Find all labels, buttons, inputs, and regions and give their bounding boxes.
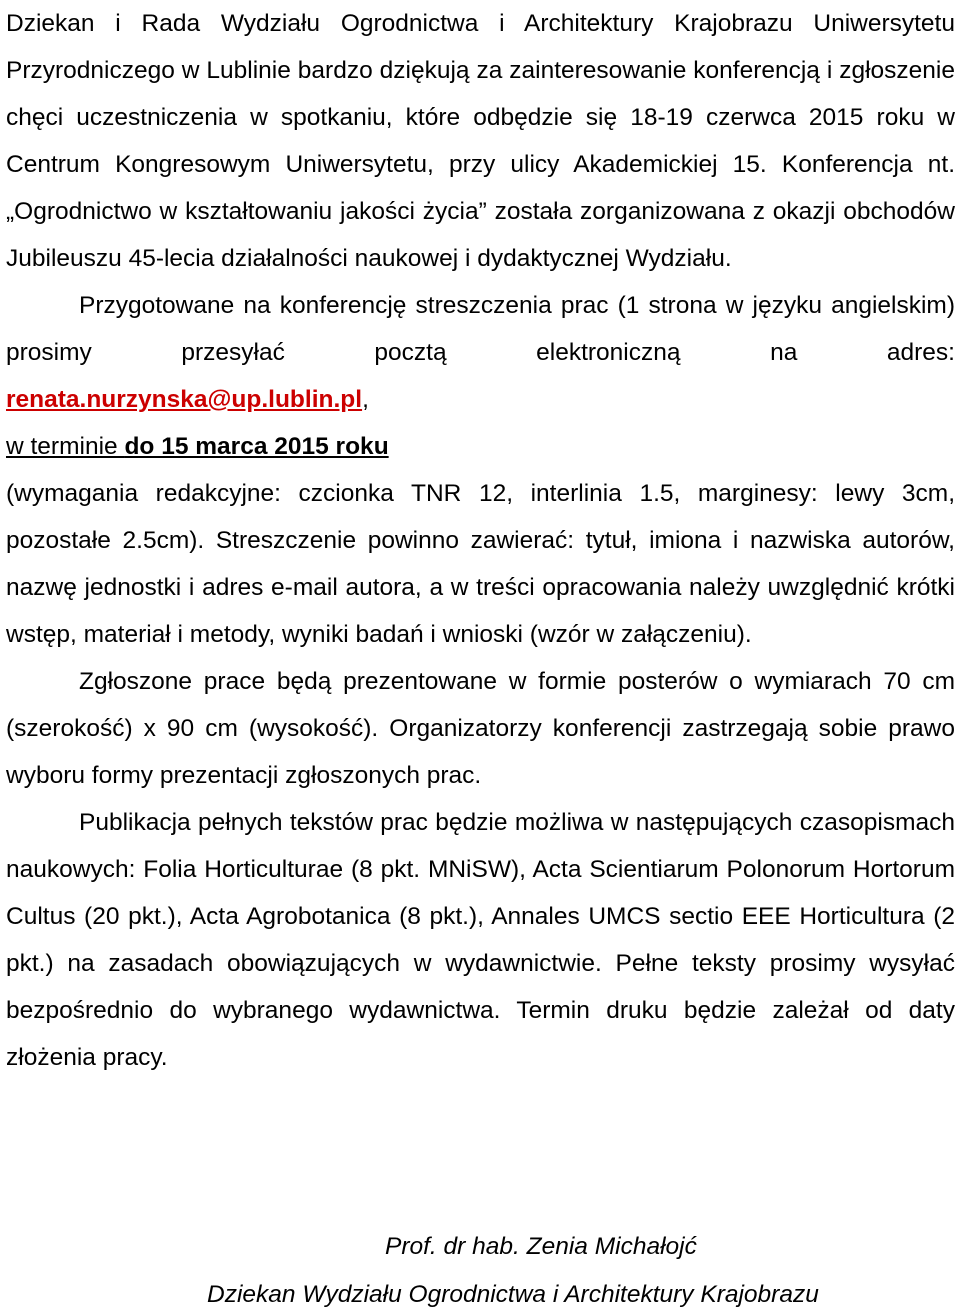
deadline-line	[6, 423, 955, 470]
abstract-submission-text: Przygotowane na konferencję streszczenia prac (1 strona w języku angielskim) prosimy przesyłać pocztą elektroniczną na adres:	[6, 292, 955, 366]
contact-email-link[interactable]: renata.nurzynska@up.lublin.pl	[6, 386, 363, 413]
paragraph-intro: Dziekan i Rada Wydziału Ogrodnictwa i Architektury Krajobrazu Uniwersytetu Przyrodniczego w Lublinie bardzo dziękują za zainteresowanie konferencją i zgłoszenie chęci uczestniczenia w spotkaniu, które odbędzie się 18-19 czerwca 2015 roku w Centrum Kongresowym Uniwersytetu, przy ulicy Akademickiej 15. Konferencja nt. „Ogrodnictwo w kształtowaniu jakości życia” została zorganizowana z okazji obchodów Jubileuszu 45-lecia działalności naukowej i dydaktycznej Wydziału.	[6, 10, 955, 272]
signature-name: Prof. dr hab. Zenia Michałojć	[385, 1233, 697, 1260]
signature-role: Dziekan Wydziału Ogrodnictwa i Architektury Krajobrazu	[207, 1281, 819, 1308]
paragraph-abstract-submission	[6, 282, 955, 376]
deadline-date: do 15 marca 2015 roku	[124, 433, 389, 460]
paragraph-publication: Publikacja pełnych tekstów prac będzie możliwa w następujących czasopismach naukowych: Folia Horticulturae (8 pkt. MNiSW), Acta Scientiarum Polonorum Hortorum Cultus (20 pkt.), Acta Agrobotanica (8 pkt.), Annales UMCS sectio EEE Horticultura (2 pkt.) na zasadach obowiązujących w wydawnictwie. Pełne teksty prosimy wysyłać bezpośrednio do wybranego wydawnictwa. Termin druku będzie zależał od daty złożenia pracy.	[6, 809, 955, 1071]
paragraph-editorial-requirements: (wymagania redakcyjne: czcionka TNR 12, interlinia 1.5, marginesy: lewy 3cm, pozostałe 2.5cm). Streszczenie powinno zawierać: tytuł, imiona i nazwiska autorów, nazwę jednostki i adres e-mail autora, a w treści opracowania należy uwzględnić krótki wstęp, materiał i metody, wyniki badań i wnioski (wzór w załączeniu).	[6, 480, 955, 648]
deadline-text	[6, 433, 389, 460]
email-suffix: ,	[362, 386, 369, 413]
paragraph-posters: Zgłoszone prace będą prezentowane w formie posterów o wymiarach 70 cm (szerokość) x 90 cm (wysokość). Organizatorzy konferencji zastrzegają sobie prawo wyboru formy prezentacji zgłoszonych prac.	[6, 668, 955, 789]
deadline-prefix: w terminie	[6, 433, 125, 460]
letter-body	[6, 0, 955, 1081]
email-line	[6, 376, 955, 423]
